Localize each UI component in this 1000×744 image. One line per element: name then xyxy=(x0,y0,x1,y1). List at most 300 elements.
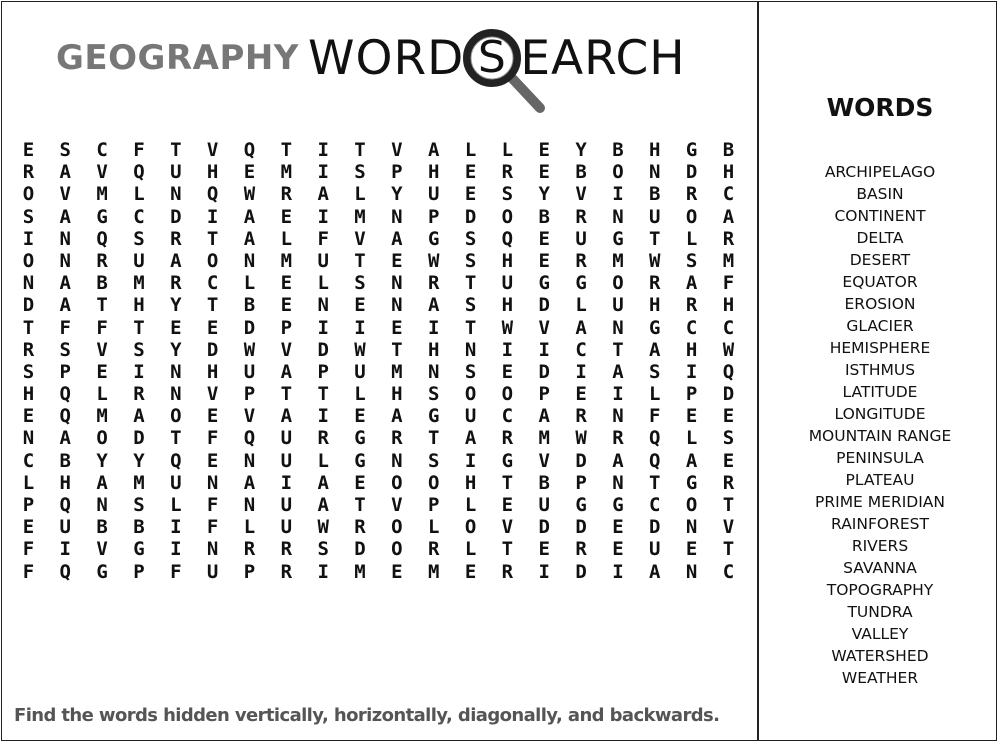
grid-cell[interactable]: D xyxy=(575,516,587,539)
grid-cell[interactable]: F xyxy=(649,405,661,428)
grid-cell[interactable]: R xyxy=(170,227,182,250)
grid-cell[interactable]: V xyxy=(59,183,71,206)
grid-cell[interactable]: N xyxy=(391,449,403,472)
grid-cell[interactable]: L xyxy=(685,227,698,250)
grid-cell[interactable]: P xyxy=(22,494,35,516)
grid-cell[interactable]: T xyxy=(501,471,514,494)
grid-cell[interactable]: I xyxy=(427,316,440,339)
grid-cell[interactable]: P xyxy=(427,205,440,228)
grid-cell[interactable]: T xyxy=(170,427,182,450)
grid-cell[interactable]: S xyxy=(354,161,366,184)
grid-cell[interactable]: M xyxy=(538,427,550,450)
grid-cell[interactable]: V xyxy=(391,494,403,516)
grid-cell[interactable]: L xyxy=(464,139,477,161)
grid-cell[interactable]: R xyxy=(575,205,587,228)
grid-cell[interactable]: L xyxy=(354,383,366,406)
grid-cell[interactable]: M xyxy=(133,471,145,494)
grid-cell[interactable]: A xyxy=(280,360,293,383)
grid-cell[interactable]: B xyxy=(575,161,587,184)
grid-cell[interactable]: D xyxy=(206,338,219,361)
grid-cell[interactable]: E xyxy=(538,227,550,250)
grid-cell[interactable]: I xyxy=(501,338,514,361)
grid-cell[interactable]: E xyxy=(464,161,477,184)
grid-cell[interactable]: M xyxy=(96,183,108,206)
grid-cell[interactable]: L xyxy=(243,516,256,539)
grid-cell[interactable]: T xyxy=(464,272,477,295)
grid-cell[interactable]: N xyxy=(685,516,698,539)
grid-cell[interactable]: V xyxy=(96,338,108,361)
grid-cell[interactable]: T xyxy=(612,338,624,361)
grid-cell[interactable]: V xyxy=(280,338,293,361)
grid-cell[interactable]: S xyxy=(133,227,145,250)
grid-cell[interactable]: U xyxy=(649,205,661,228)
grid-cell[interactable]: C xyxy=(22,449,35,472)
grid-cell[interactable]: E xyxy=(280,205,293,228)
grid-cell[interactable]: V xyxy=(538,316,550,339)
grid-cell[interactable]: M xyxy=(280,249,293,272)
grid-cell[interactable]: O xyxy=(685,205,698,228)
grid-cell[interactable]: B xyxy=(133,516,145,539)
grid-cell[interactable]: D xyxy=(133,427,145,450)
grid-cell[interactable]: A xyxy=(96,471,108,494)
grid-cell[interactable]: S xyxy=(464,249,477,272)
grid-cell[interactable]: E xyxy=(391,249,403,272)
grid-cell[interactable]: P xyxy=(243,560,256,583)
grid-cell[interactable]: A xyxy=(575,316,587,339)
grid-cell[interactable]: A xyxy=(722,205,735,228)
grid-cell[interactable]: E xyxy=(612,538,624,561)
grid-cell[interactable]: E xyxy=(280,294,293,317)
grid-cell[interactable]: C xyxy=(722,316,735,339)
grid-cell[interactable]: U xyxy=(280,449,293,472)
grid-cell[interactable]: F xyxy=(206,494,219,516)
grid-cell[interactable]: T xyxy=(206,294,219,317)
grid-cell[interactable]: L xyxy=(464,538,477,561)
grid-cell[interactable]: D xyxy=(22,294,35,317)
grid-cell[interactable]: V xyxy=(538,449,550,472)
grid-cell[interactable]: R xyxy=(722,227,735,250)
grid-cell[interactable]: U xyxy=(427,183,440,206)
grid-cell[interactable]: N xyxy=(391,272,403,295)
grid-cell[interactable]: E xyxy=(538,538,550,561)
grid-cell[interactable]: I xyxy=(317,161,329,184)
grid-cell[interactable]: L xyxy=(501,139,514,161)
grid-cell[interactable]: F xyxy=(22,538,35,561)
grid-cell[interactable]: V xyxy=(206,383,219,406)
grid-cell[interactable]: L xyxy=(96,383,108,406)
grid-cell[interactable]: E xyxy=(280,272,293,295)
grid-cell[interactable]: G xyxy=(612,494,624,516)
grid-cell[interactable]: O xyxy=(427,471,440,494)
grid-cell[interactable]: I xyxy=(538,560,550,583)
grid-cell[interactable]: Y xyxy=(391,183,403,206)
grid-cell[interactable]: S xyxy=(133,494,145,516)
grid-cell[interactable]: V xyxy=(206,139,219,161)
grid-cell[interactable]: E xyxy=(538,139,550,161)
grid-cell[interactable]: L xyxy=(280,227,293,250)
grid-cell[interactable]: W xyxy=(243,183,256,206)
grid-cell[interactable]: T xyxy=(280,139,293,161)
grid-cell[interactable]: F xyxy=(317,227,329,250)
grid-cell[interactable]: R xyxy=(280,183,293,206)
grid-cell[interactable]: Y xyxy=(133,449,145,472)
grid-cell[interactable]: P xyxy=(391,161,403,184)
grid-cell[interactable]: L xyxy=(427,516,440,539)
grid-cell[interactable]: U xyxy=(464,405,477,428)
grid-cell[interactable]: D xyxy=(464,205,477,228)
grid-cell[interactable]: E xyxy=(501,360,514,383)
grid-cell[interactable]: Q xyxy=(59,560,71,583)
grid-cell[interactable]: D xyxy=(575,449,587,472)
grid-cell[interactable]: W xyxy=(575,427,587,450)
grid-cell[interactable]: N xyxy=(22,272,35,295)
grid-cell[interactable]: W xyxy=(243,338,256,361)
grid-cell[interactable]: T xyxy=(280,383,293,406)
grid-cell[interactable]: E xyxy=(538,161,550,184)
grid-cell[interactable]: A xyxy=(685,449,698,472)
grid-cell[interactable]: F xyxy=(722,272,735,295)
grid-cell[interactable]: E xyxy=(501,494,514,516)
grid-cell[interactable]: I xyxy=(170,516,182,539)
grid-cell[interactable]: T xyxy=(133,316,145,339)
grid-cell[interactable]: G xyxy=(427,227,440,250)
grid-cell[interactable]: H xyxy=(649,139,661,161)
grid-cell[interactable]: G xyxy=(538,272,550,295)
grid-cell[interactable]: G xyxy=(649,316,661,339)
grid-cell[interactable]: L xyxy=(133,183,145,206)
grid-cell[interactable]: R xyxy=(501,427,514,450)
grid-cell[interactable]: G xyxy=(354,427,366,450)
grid-cell[interactable]: T xyxy=(206,227,219,250)
grid-cell[interactable]: I xyxy=(612,383,624,406)
grid-cell[interactable]: Q xyxy=(59,494,71,516)
grid-cell[interactable]: N xyxy=(317,294,329,317)
grid-cell[interactable]: N xyxy=(59,227,71,250)
grid-cell[interactable]: B xyxy=(612,139,624,161)
grid-cell[interactable]: N xyxy=(464,338,477,361)
grid-cell[interactable]: G xyxy=(575,494,587,516)
grid-cell[interactable]: E xyxy=(170,316,182,339)
grid-cell[interactable]: E xyxy=(685,538,698,561)
grid-cell[interactable]: P xyxy=(538,383,550,406)
grid-cell[interactable]: D xyxy=(649,516,661,539)
grid-cell[interactable]: U xyxy=(280,516,293,539)
grid-cell[interactable]: D xyxy=(354,538,366,561)
grid-cell[interactable]: U xyxy=(575,227,587,250)
grid-cell[interactable]: H xyxy=(206,161,219,184)
grid-cell[interactable]: S xyxy=(649,360,661,383)
grid-cell[interactable]: T xyxy=(170,139,182,161)
grid-cell[interactable]: D xyxy=(243,316,256,339)
grid-cell[interactable]: N xyxy=(206,538,219,561)
grid-cell[interactable]: E xyxy=(96,360,108,383)
grid-cell[interactable]: O xyxy=(206,249,219,272)
grid-cell[interactable]: S xyxy=(501,183,514,206)
grid-cell[interactable]: O xyxy=(612,272,624,295)
grid-cell[interactable]: S xyxy=(685,249,698,272)
grid-cell[interactable]: I xyxy=(280,471,293,494)
grid-cell[interactable]: Q xyxy=(649,449,661,472)
grid-cell[interactable]: P xyxy=(133,560,145,583)
grid-cell[interactable]: C xyxy=(685,316,698,339)
grid-cell[interactable]: L xyxy=(354,183,366,206)
grid-cell[interactable]: A xyxy=(243,205,256,228)
grid-cell[interactable]: F xyxy=(206,427,219,450)
grid-cell[interactable]: R xyxy=(391,427,403,450)
grid-cell[interactable]: R xyxy=(427,272,440,295)
grid-cell[interactable]: R xyxy=(612,427,624,450)
grid-cell[interactable]: U xyxy=(317,249,329,272)
grid-cell[interactable]: E xyxy=(22,516,35,539)
grid-cell[interactable]: N xyxy=(391,205,403,228)
grid-cell[interactable]: R xyxy=(354,516,366,539)
grid-cell[interactable]: T xyxy=(501,538,514,561)
grid-cell[interactable]: L xyxy=(22,471,35,494)
grid-cell[interactable]: E xyxy=(243,161,256,184)
grid-cell[interactable]: L xyxy=(649,383,661,406)
grid-cell[interactable]: N xyxy=(427,360,440,383)
grid-cell[interactable]: N xyxy=(243,449,256,472)
grid-cell[interactable]: F xyxy=(59,316,71,339)
grid-cell[interactable]: Q xyxy=(170,449,182,472)
grid-cell[interactable]: R xyxy=(317,427,329,450)
grid-cell[interactable]: F xyxy=(22,560,35,583)
grid-cell[interactable]: A xyxy=(317,183,329,206)
grid-cell[interactable]: I xyxy=(575,360,587,383)
grid-cell[interactable]: V xyxy=(243,405,256,428)
grid-cell[interactable]: R xyxy=(575,405,587,428)
grid-cell[interactable]: S xyxy=(464,227,477,250)
grid-cell[interactable]: O xyxy=(391,516,403,539)
grid-cell[interactable]: B xyxy=(649,183,661,206)
grid-cell[interactable]: A xyxy=(391,405,403,428)
grid-cell[interactable]: G xyxy=(501,449,514,472)
grid-cell[interactable]: U xyxy=(170,471,182,494)
grid-cell[interactable]: T xyxy=(649,227,661,250)
grid-cell[interactable]: T xyxy=(354,139,366,161)
grid-cell[interactable]: N xyxy=(612,316,624,339)
grid-cell[interactable]: L xyxy=(170,494,182,516)
grid-cell[interactable]: F xyxy=(133,139,145,161)
grid-cell[interactable]: R xyxy=(685,183,698,206)
grid-cell[interactable]: I xyxy=(317,316,329,339)
grid-cell[interactable]: H xyxy=(22,383,35,406)
grid-cell[interactable]: N xyxy=(59,249,71,272)
letter-grid[interactable] xyxy=(10,139,747,583)
grid-cell[interactable]: I xyxy=(206,205,219,228)
grid-cell[interactable]: G xyxy=(575,272,587,295)
grid-cell[interactable]: A xyxy=(243,471,256,494)
grid-cell[interactable]: I xyxy=(133,360,145,383)
grid-cell[interactable]: D xyxy=(538,516,550,539)
grid-cell[interactable]: E xyxy=(722,405,735,428)
grid-cell[interactable]: R xyxy=(575,249,587,272)
grid-cell[interactable]: O xyxy=(501,383,514,406)
grid-cell[interactable]: E xyxy=(22,405,35,428)
grid-cell[interactable]: W xyxy=(722,338,735,361)
grid-cell[interactable]: C xyxy=(133,205,145,228)
grid-cell[interactable]: C xyxy=(96,139,108,161)
grid-cell[interactable]: H xyxy=(133,294,145,317)
grid-cell[interactable]: E xyxy=(354,294,366,317)
grid-cell[interactable]: H xyxy=(722,294,735,317)
grid-cell[interactable]: Q xyxy=(59,405,71,428)
grid-cell[interactable]: I xyxy=(538,338,550,361)
grid-cell[interactable]: Q xyxy=(133,161,145,184)
grid-cell[interactable]: G xyxy=(133,538,145,561)
grid-cell[interactable]: R xyxy=(722,471,735,494)
grid-cell[interactable]: A xyxy=(317,471,329,494)
grid-cell[interactable]: V xyxy=(96,538,108,561)
grid-cell[interactable]: A xyxy=(391,227,403,250)
grid-cell[interactable]: N xyxy=(243,494,256,516)
grid-cell[interactable]: V xyxy=(96,161,108,184)
grid-cell[interactable]: E xyxy=(354,405,366,428)
grid-cell[interactable]: I xyxy=(354,316,366,339)
grid-cell[interactable]: R xyxy=(575,538,587,561)
grid-cell[interactable]: Y xyxy=(170,338,182,361)
grid-cell[interactable]: E xyxy=(22,139,35,161)
grid-cell[interactable]: C xyxy=(206,272,219,295)
grid-cell[interactable]: R xyxy=(685,294,698,317)
grid-cell[interactable]: R xyxy=(133,383,145,406)
grid-cell[interactable]: U xyxy=(280,494,293,516)
grid-cell[interactable]: H xyxy=(649,294,661,317)
grid-cell[interactable]: E xyxy=(464,560,477,583)
grid-cell[interactable]: U xyxy=(206,560,219,583)
grid-cell[interactable]: U xyxy=(354,360,366,383)
grid-cell[interactable]: A xyxy=(170,249,182,272)
grid-cell[interactable]: N xyxy=(170,360,182,383)
grid-cell[interactable]: N xyxy=(612,405,624,428)
grid-cell[interactable]: C xyxy=(575,338,587,361)
grid-cell[interactable]: I xyxy=(464,449,477,472)
grid-cell[interactable]: A xyxy=(612,360,624,383)
grid-cell[interactable]: H xyxy=(722,161,735,184)
grid-cell[interactable]: E xyxy=(685,405,698,428)
grid-cell[interactable]: M xyxy=(354,205,366,228)
grid-cell[interactable]: R xyxy=(96,249,108,272)
grid-cell[interactable]: B xyxy=(722,139,735,161)
grid-cell[interactable]: P xyxy=(243,383,256,406)
grid-cell[interactable]: I xyxy=(59,538,71,561)
grid-cell[interactable]: A xyxy=(685,272,698,295)
grid-cell[interactable]: P xyxy=(317,360,329,383)
grid-cell[interactable]: A xyxy=(59,427,71,450)
grid-cell[interactable]: T xyxy=(722,538,735,561)
grid-cell[interactable]: Y xyxy=(575,139,587,161)
grid-cell[interactable]: G xyxy=(685,471,698,494)
grid-cell[interactable]: I xyxy=(317,205,329,228)
grid-cell[interactable]: Y xyxy=(538,183,550,206)
grid-cell[interactable]: O xyxy=(391,471,403,494)
grid-cell[interactable]: Q xyxy=(96,227,108,250)
grid-cell[interactable]: P xyxy=(575,471,587,494)
grid-cell[interactable]: L xyxy=(317,272,329,295)
grid-cell[interactable]: N xyxy=(391,294,403,317)
grid-cell[interactable]: U xyxy=(612,294,624,317)
grid-cell[interactable]: G xyxy=(96,560,108,583)
grid-cell[interactable]: E xyxy=(391,560,403,583)
grid-cell[interactable]: Q xyxy=(243,427,256,450)
grid-cell[interactable]: G xyxy=(354,449,366,472)
grid-cell[interactable]: H xyxy=(59,471,71,494)
grid-cell[interactable]: P xyxy=(427,494,440,516)
grid-cell[interactable]: I xyxy=(317,560,329,583)
grid-cell[interactable]: E xyxy=(391,316,403,339)
grid-cell[interactable]: T xyxy=(317,383,329,406)
grid-cell[interactable]: D xyxy=(538,294,550,317)
grid-cell[interactable]: G xyxy=(96,205,108,228)
grid-cell[interactable]: C xyxy=(501,405,514,428)
grid-cell[interactable]: R xyxy=(170,272,182,295)
grid-cell[interactable]: C xyxy=(649,494,661,516)
grid-cell[interactable]: B xyxy=(538,471,550,494)
grid-cell[interactable]: O xyxy=(96,427,108,450)
grid-cell[interactable]: M xyxy=(722,249,735,272)
grid-cell[interactable]: W xyxy=(649,249,661,272)
grid-cell[interactable]: Q xyxy=(243,139,256,161)
grid-cell[interactable]: U xyxy=(501,272,514,295)
grid-cell[interactable]: O xyxy=(170,405,182,428)
grid-cell[interactable]: D xyxy=(317,338,329,361)
grid-cell[interactable]: W xyxy=(501,316,514,339)
grid-cell[interactable]: R xyxy=(280,560,293,583)
grid-cell[interactable]: S xyxy=(464,360,477,383)
grid-cell[interactable]: O xyxy=(22,183,35,206)
grid-cell[interactable]: I xyxy=(612,560,624,583)
grid-cell[interactable]: N xyxy=(649,161,661,184)
grid-cell[interactable]: D xyxy=(538,360,550,383)
grid-cell[interactable]: R xyxy=(243,538,256,561)
grid-cell[interactable]: E xyxy=(538,249,550,272)
grid-cell[interactable]: S xyxy=(722,427,735,450)
grid-cell[interactable]: M xyxy=(427,560,440,583)
grid-cell[interactable]: E xyxy=(612,516,624,539)
grid-cell[interactable]: L xyxy=(317,449,329,472)
grid-cell[interactable]: H xyxy=(427,338,440,361)
grid-cell[interactable]: L xyxy=(575,294,587,317)
grid-cell[interactable]: M xyxy=(354,560,366,583)
grid-cell[interactable]: R xyxy=(501,161,514,184)
grid-cell[interactable]: C xyxy=(722,183,735,206)
grid-cell[interactable]: A xyxy=(59,161,71,184)
grid-cell[interactable]: A xyxy=(59,294,71,317)
grid-cell[interactable]: E xyxy=(575,383,587,406)
grid-cell[interactable]: T xyxy=(22,316,35,339)
grid-cell[interactable]: T xyxy=(427,427,440,450)
grid-cell[interactable]: G xyxy=(427,405,440,428)
grid-cell[interactable]: E xyxy=(206,405,219,428)
grid-cell[interactable]: P xyxy=(685,383,698,406)
grid-cell[interactable]: N xyxy=(170,183,182,206)
grid-cell[interactable]: B xyxy=(96,516,108,539)
grid-cell[interactable]: H xyxy=(685,338,698,361)
grid-cell[interactable]: R xyxy=(501,560,514,583)
grid-cell[interactable]: Q xyxy=(59,383,71,406)
grid-cell[interactable]: V xyxy=(501,516,514,539)
grid-cell[interactable]: D xyxy=(170,205,182,228)
grid-cell[interactable]: H xyxy=(501,294,514,317)
grid-cell[interactable]: O xyxy=(612,161,624,184)
grid-cell[interactable]: U xyxy=(170,161,182,184)
grid-cell[interactable]: T xyxy=(722,494,735,516)
grid-cell[interactable]: A xyxy=(59,272,71,295)
grid-cell[interactable]: M xyxy=(280,161,293,184)
grid-cell[interactable]: O xyxy=(391,538,403,561)
grid-cell[interactable]: A xyxy=(59,205,71,228)
grid-cell[interactable]: H xyxy=(427,161,440,184)
